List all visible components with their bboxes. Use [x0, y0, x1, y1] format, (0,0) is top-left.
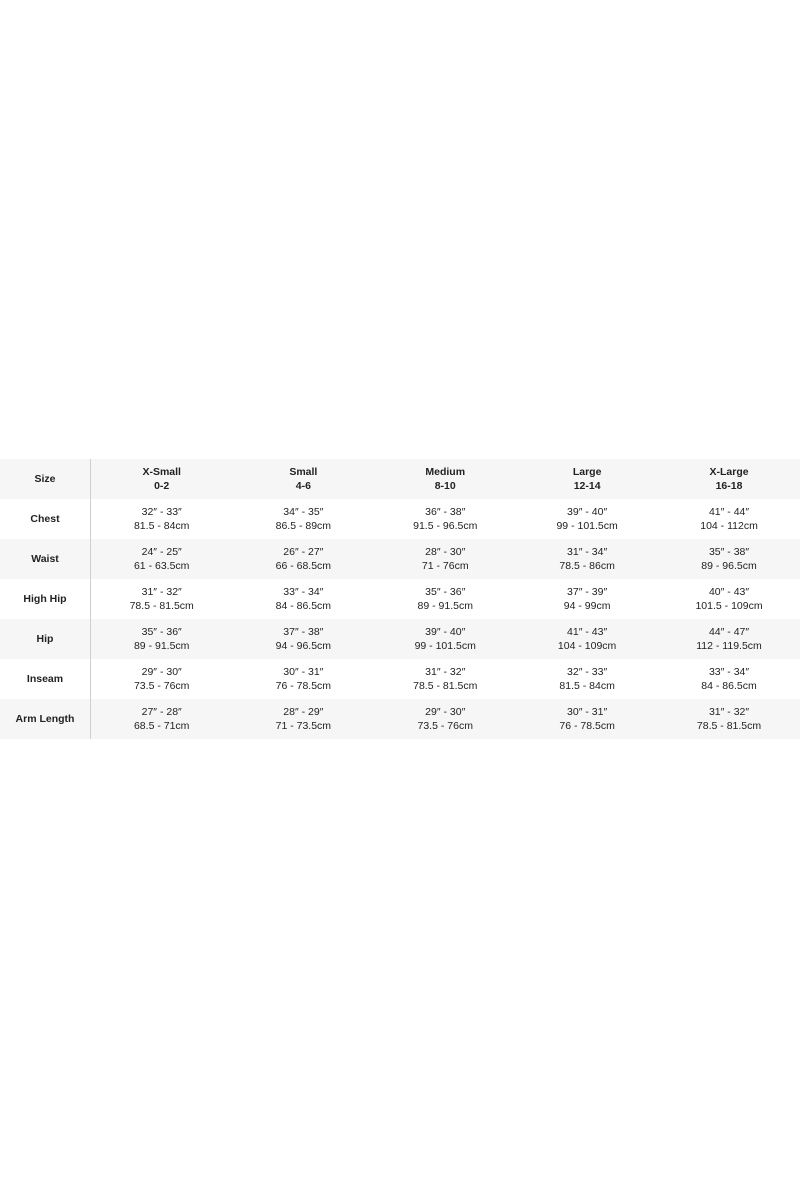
table-cell — [658, 619, 800, 659]
table-row-hip — [0, 619, 800, 659]
inch-value: 33″ - 34″ — [283, 586, 324, 598]
table-row-chest — [0, 499, 800, 539]
table-cell — [232, 499, 374, 539]
inch-value: 30″ - 31″ — [567, 706, 608, 718]
row-label: Waist — [0, 539, 91, 579]
cm-value: 94 - 99cm — [563, 600, 611, 612]
size-name: Large — [572, 466, 602, 478]
cm-value: 84 - 86.5cm — [701, 680, 757, 692]
inch-value: 35″ - 36″ — [141, 626, 182, 638]
inch-value: 33″ - 34″ — [708, 666, 750, 678]
inch-value: 44″ - 47″ — [708, 626, 750, 638]
table-body — [0, 499, 800, 739]
table-cell — [374, 659, 516, 699]
cm-value: 78.5 - 81.5cm — [696, 720, 762, 732]
inch-value: 32″ - 33″ — [141, 506, 182, 518]
table-cell — [91, 659, 233, 699]
table-cell — [374, 619, 516, 659]
table-cell — [232, 539, 374, 579]
size-header-small — [232, 459, 374, 499]
inch-value: 30″ - 31″ — [283, 666, 324, 678]
size-name: X-Large — [709, 466, 749, 478]
table-cell — [91, 699, 233, 739]
inch-value: 41″ - 44″ — [708, 506, 750, 518]
inch-value: 37″ - 38″ — [283, 626, 324, 638]
cm-value: 78.5 - 86cm — [559, 560, 615, 572]
cm-value: 76 - 78.5cm — [559, 720, 615, 732]
cm-value: 68.5 - 71cm — [133, 720, 190, 732]
corner-label: Size — [0, 459, 91, 499]
cm-value: 112 - 119.5cm — [696, 640, 762, 652]
table-row-waist — [0, 539, 800, 579]
cm-value: 81.5 - 84cm — [133, 520, 190, 532]
row-label: Inseam — [0, 659, 91, 699]
cm-value: 104 - 112cm — [700, 520, 758, 532]
table-cell — [232, 579, 374, 619]
cm-value: 78.5 - 81.5cm — [129, 600, 194, 612]
cm-value: 76 - 78.5cm — [275, 680, 332, 692]
inch-value: 26″ - 27″ — [283, 546, 324, 558]
inch-value: 35″ - 36″ — [425, 586, 466, 598]
table-cell — [516, 579, 658, 619]
cm-value: 61 - 63.5cm — [133, 560, 190, 572]
size-range: 4-6 — [295, 480, 311, 492]
size-chart-table — [0, 459, 800, 739]
cm-value: 81.5 - 84cm — [559, 680, 615, 692]
table-cell — [516, 499, 658, 539]
table-cell — [658, 659, 800, 699]
inch-value: 36″ - 38″ — [425, 506, 466, 518]
table-cell — [516, 619, 658, 659]
table-cell — [658, 539, 800, 579]
table-cell — [91, 499, 233, 539]
inch-value: 27″ - 28″ — [141, 706, 182, 718]
table-row-inseam — [0, 659, 800, 699]
inch-value: 24″ - 25″ — [141, 546, 182, 558]
table-cell — [658, 699, 800, 739]
table-cell — [658, 499, 800, 539]
table-cell — [91, 579, 233, 619]
table-cell — [232, 699, 374, 739]
cm-value: 99 - 101.5cm — [414, 640, 476, 652]
size-range: 12-14 — [573, 480, 601, 492]
size-range: 8-10 — [434, 480, 456, 492]
cm-value: 89 - 96.5cm — [701, 560, 757, 572]
inch-value: 29″ - 30″ — [141, 666, 182, 678]
size-name: Medium — [425, 466, 466, 478]
cm-value: 104 - 109cm — [557, 640, 617, 652]
cm-value: 101.5 - 109cm — [695, 600, 763, 612]
inch-value: 28″ - 30″ — [425, 546, 466, 558]
table-cell — [91, 619, 233, 659]
row-label: Arm Length — [0, 699, 91, 739]
size-header-xlarge — [658, 459, 800, 499]
table-cell — [374, 699, 516, 739]
inch-value: 39″ - 40″ — [425, 626, 466, 638]
cm-value: 94 - 96.5cm — [275, 640, 332, 652]
cm-value: 84 - 86.5cm — [275, 600, 332, 612]
table-cell — [516, 699, 658, 739]
inch-value: 34″ - 35″ — [283, 506, 324, 518]
inch-value: 31″ - 32″ — [708, 706, 750, 718]
table-cell — [374, 539, 516, 579]
inch-value: 37″ - 39″ — [567, 586, 608, 598]
size-header-large — [516, 459, 658, 499]
cm-value: 78.5 - 81.5cm — [413, 680, 478, 692]
cm-value: 89 - 91.5cm — [417, 600, 473, 612]
table-row-arm-length — [0, 699, 800, 739]
size-range: 16-18 — [715, 480, 743, 492]
table-cell — [516, 659, 658, 699]
cm-value: 71 - 76cm — [421, 560, 469, 572]
cm-value: 86.5 - 89cm — [275, 520, 332, 532]
table-cell — [658, 579, 800, 619]
inch-value: 32″ - 33″ — [567, 666, 608, 678]
inch-value: 39″ - 40″ — [567, 506, 608, 518]
cm-value: 99 - 101.5cm — [556, 520, 618, 532]
table-cell — [374, 579, 516, 619]
inch-value: 31″ - 32″ — [141, 586, 182, 598]
table-cell — [91, 539, 233, 579]
inch-value: 41″ - 43″ — [567, 626, 608, 638]
cm-value: 73.5 - 76cm — [417, 720, 473, 732]
header-row — [0, 459, 800, 499]
row-label: Chest — [0, 499, 91, 539]
inch-value: 40″ - 43″ — [708, 586, 750, 598]
row-label: High Hip — [0, 579, 91, 619]
size-header-medium — [374, 459, 516, 499]
inch-value: 31″ - 32″ — [425, 666, 466, 678]
cm-value: 73.5 - 76cm — [133, 680, 190, 692]
row-label: Hip — [0, 619, 91, 659]
inch-value: 31″ - 34″ — [567, 546, 608, 558]
inch-value: 29″ - 30″ — [425, 706, 466, 718]
size-range: 0-2 — [154, 480, 170, 492]
inch-value: 35″ - 38″ — [708, 546, 750, 558]
size-header-xsmall — [91, 459, 233, 499]
cm-value: 66 - 68.5cm — [275, 560, 332, 572]
cm-value: 89 - 91.5cm — [133, 640, 190, 652]
cm-value: 71 - 73.5cm — [275, 720, 332, 732]
cm-value: 91.5 - 96.5cm — [413, 520, 478, 532]
table-cell — [232, 659, 374, 699]
table-cell — [374, 499, 516, 539]
size-name: X-Small — [142, 466, 181, 478]
size-name: Small — [289, 466, 318, 478]
inch-value: 28″ - 29″ — [283, 706, 324, 718]
table-cell — [516, 539, 658, 579]
table-row-high-hip — [0, 579, 800, 619]
table-cell — [232, 619, 374, 659]
